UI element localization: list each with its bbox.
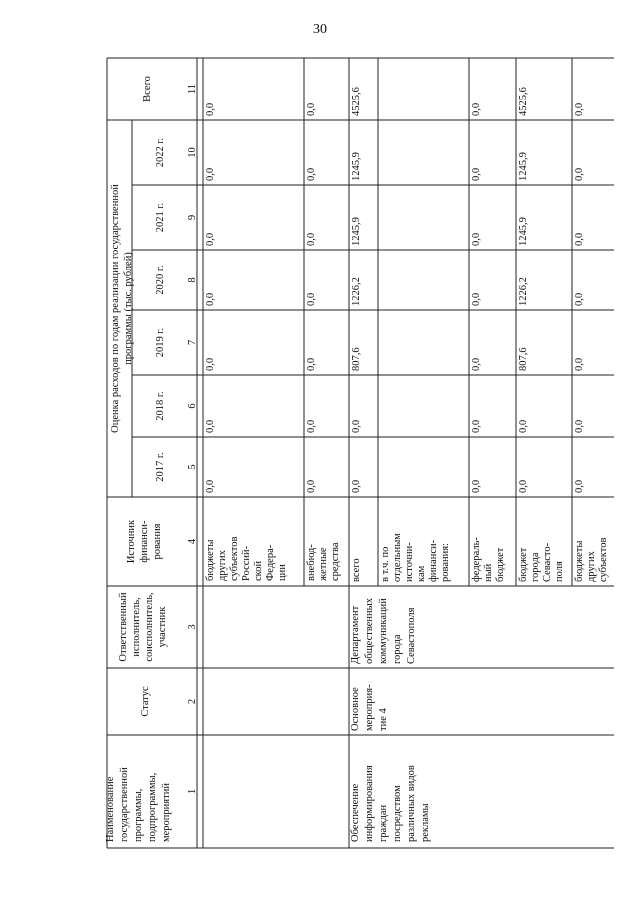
column-number: [187, 403, 198, 408]
value-cell-line: 0,0: [471, 167, 482, 181]
header-year: [155, 203, 166, 232]
source-cell-line: субъектов: [229, 536, 240, 581]
measure-executor-line: Севастополя: [406, 607, 417, 664]
value-cell-line: 0,0: [205, 292, 216, 306]
source-cell-line: поля: [554, 561, 565, 582]
header-year-line: 2019 г.: [155, 327, 166, 358]
measure-status: [350, 684, 389, 731]
value-cell: [471, 480, 482, 493]
value-cell-line: 0,0: [471, 357, 482, 371]
value-cell-line: 0,0: [306, 102, 317, 116]
source-cell-line: других: [217, 550, 228, 581]
header-name: [105, 767, 172, 842]
value-cell: [306, 420, 317, 433]
value-cell-line: 0,0: [351, 479, 362, 493]
value-cell: [574, 103, 585, 116]
value-cell-line: 0,0: [574, 232, 585, 246]
value-cell-line: 0,0: [574, 102, 585, 116]
value-cell-line: 0,0: [306, 479, 317, 493]
measure-name-line: граждан: [378, 804, 389, 842]
header-source: [126, 519, 163, 563]
header-year-line: 2018 г.: [155, 391, 166, 421]
value-cell-line: 0,0: [306, 292, 317, 306]
value-cell: [306, 168, 317, 181]
value-cell-line: 0,0: [518, 419, 529, 433]
value-cell-line: 1245,9: [518, 217, 529, 246]
header-total-line: Всего: [142, 76, 153, 102]
header-year-line: 2020 г.: [155, 265, 166, 295]
header-year-line: 2017 г.: [155, 452, 166, 482]
value-cell-line: 0,0: [306, 167, 317, 181]
source-cell-line: источни-: [404, 542, 415, 582]
value-cell: [574, 420, 585, 433]
value-cell: [306, 103, 317, 116]
measure-name-line: информирования: [364, 765, 375, 842]
source-cell-line: отдельным: [392, 533, 403, 582]
column-number: [187, 624, 198, 629]
value-cell-line: 0,0: [306, 357, 317, 371]
value-cell: [205, 420, 216, 433]
source-cell-line: бюджет: [495, 547, 506, 582]
source-cell-line: всего: [351, 558, 362, 582]
header-year: [155, 452, 166, 481]
source-cell-line: бюджет: [518, 547, 529, 582]
header-executor-line: Ответственный: [118, 592, 129, 662]
value-cell-line: 0,0: [518, 479, 529, 493]
value-cell-line: 0,0: [205, 479, 216, 493]
source-cell-line: жетные: [318, 547, 329, 581]
header-source-line: финанси-: [139, 520, 150, 563]
value-cell: [351, 217, 362, 246]
value-cell: [205, 358, 216, 371]
value-cell: [306, 480, 317, 493]
value-cell-line: 0,0: [471, 479, 482, 493]
value-cell: [574, 293, 585, 306]
value-cell: [205, 293, 216, 306]
header-estimate-line: программы (тыс. рублей): [123, 252, 134, 365]
value-cell: [471, 168, 482, 181]
value-cell: [205, 233, 216, 246]
column-number: [187, 215, 198, 220]
header-executor-line: участник: [157, 606, 168, 648]
header-year: [155, 265, 166, 294]
value-cell-line: 1245,9: [351, 217, 362, 246]
measure-name-line: различных видов: [406, 765, 417, 842]
source-cell-line: других: [586, 551, 597, 582]
measure-status-line: тие 4: [378, 708, 389, 731]
column-number: [187, 147, 198, 158]
value-cell: [205, 103, 216, 116]
header-source-line: Источник: [126, 519, 137, 564]
value-cell-line: 0,0: [205, 232, 216, 246]
value-cell: [518, 277, 529, 306]
table-body: [105, 58, 614, 848]
measure-name-line: посредством: [392, 785, 403, 842]
value-cell-line: 0,0: [205, 102, 216, 116]
value-cell: [574, 233, 585, 246]
column-number: [187, 789, 198, 794]
source-cell-line: финанси-: [428, 539, 439, 582]
source-cell-line: кам: [416, 565, 427, 582]
value-cell: [574, 168, 585, 181]
value-cell: [518, 420, 529, 433]
value-cell-line: 1245,9: [518, 152, 529, 181]
source-cell-line: бюджеты: [205, 539, 216, 581]
column-number: [187, 340, 198, 345]
value-cell: [351, 420, 362, 433]
value-cell-line: 807,6: [351, 347, 362, 371]
column-number-line: 10: [187, 147, 198, 158]
column-number-line: 3: [187, 624, 198, 630]
column-number-line: 2: [187, 698, 198, 705]
value-cell: [306, 233, 317, 246]
source-cell-line: в т.ч. по: [380, 546, 391, 582]
header-executor: [118, 592, 168, 662]
value-cell: [205, 168, 216, 181]
source-cell-line: бюджеты: [574, 540, 585, 582]
value-cell: [306, 293, 317, 306]
value-cell-line: 0,0: [574, 292, 585, 306]
value-cell-line: 4525,6: [518, 87, 529, 116]
value-cell: [518, 217, 529, 246]
value-cell-line: 0,0: [471, 419, 482, 433]
value-cell-line: 0,0: [205, 419, 216, 433]
header-status-line: Статус: [140, 686, 151, 717]
value-cell: [471, 103, 482, 116]
header-status: [140, 686, 151, 717]
source-cell: [471, 537, 506, 582]
measure-status-line: Основное: [350, 687, 361, 731]
value-cell-line: 0,0: [471, 292, 482, 306]
measure-executor: [350, 597, 417, 664]
source-cell: [380, 533, 451, 582]
value-cell-line: 4525,6: [351, 87, 362, 116]
value-cell-line: 0,0: [574, 479, 585, 493]
value-cell: [351, 347, 362, 371]
source-cell: [205, 537, 288, 581]
column-number-line: 11: [187, 83, 198, 95]
column-number: [187, 538, 198, 544]
header-name-line: Наименование: [105, 776, 116, 842]
source-cell: [574, 538, 609, 582]
value-cell-line: 0,0: [574, 167, 585, 181]
column-number-line: 1: [187, 788, 198, 795]
measure-executor-line: города: [392, 634, 403, 664]
measure-executor-line: коммуникаций: [378, 598, 389, 664]
table-text-layer: [105, 76, 609, 842]
header-source-line: рования: [152, 523, 163, 560]
value-cell-line: 0,0: [471, 232, 482, 246]
column-number: [187, 464, 198, 469]
value-cell-line: 0,0: [205, 357, 216, 371]
header-year: [155, 328, 166, 357]
source-cell-line: ской: [253, 560, 264, 581]
header-year-line: 2021 г.: [155, 202, 166, 233]
header-estimate: [110, 184, 134, 433]
source-cell-line: Федера-: [265, 544, 276, 581]
source-cell-line: Севасто-: [542, 542, 553, 582]
value-cell: [518, 87, 529, 116]
value-cell: [518, 347, 529, 371]
value-cell: [351, 87, 362, 116]
header-year: [155, 391, 166, 420]
header-year: [155, 138, 166, 167]
source-cell-line: рования:: [440, 543, 451, 582]
column-number-line: 7: [187, 339, 198, 346]
value-cell-line: 0,0: [205, 167, 216, 181]
measure-name-line: рекламы: [420, 803, 431, 842]
measure-name-line: Обеспечение: [350, 783, 361, 842]
value-cell-line: 0,0: [306, 232, 317, 246]
value-cell-line: 1226,2: [351, 277, 362, 306]
measure-executor-line: Департамент: [350, 605, 361, 664]
source-cell-line: внебюд-: [306, 544, 317, 581]
header-name-line: подпрограммы,: [147, 772, 158, 842]
source-cell-line: средства: [330, 542, 341, 581]
header-executor-line: исполнитель,: [131, 597, 142, 657]
value-cell: [471, 233, 482, 246]
value-cell: [574, 358, 585, 371]
column-number-line: 6: [187, 403, 198, 409]
value-cell: [471, 358, 482, 371]
header-estimate-line: Оценка расходов по годам реализации государственной: [110, 184, 121, 433]
source-cell-line: федераль-: [471, 537, 482, 582]
value-cell: [518, 480, 529, 493]
column-number-line: 4: [187, 538, 198, 545]
value-cell: [471, 293, 482, 306]
column-number-line: 8: [187, 277, 198, 283]
value-cell-line: 0,0: [351, 419, 362, 433]
value-cell: [574, 480, 585, 493]
source-cell-line: ный: [483, 563, 494, 582]
column-number-line: 5: [187, 464, 198, 470]
source-cell: [518, 542, 565, 582]
value-cell-line: 0,0: [574, 357, 585, 371]
value-cell-line: 0,0: [471, 102, 482, 116]
value-cell-line: 807,6: [518, 347, 529, 371]
column-number-line: 9: [187, 214, 198, 221]
source-cell: [306, 542, 341, 582]
header-total: [142, 76, 153, 102]
column-number: [187, 84, 198, 94]
value-cell: [306, 358, 317, 371]
measure-status-line: мероприя-: [364, 684, 375, 731]
header-executor-line: соисполнитель,: [144, 592, 155, 662]
measure-executor-line: общественных: [364, 598, 375, 664]
value-cell-line: 1226,2: [518, 277, 529, 306]
header-year-line: 2022 г.: [155, 137, 166, 168]
value-cell-line: 0,0: [574, 419, 585, 433]
measure-name: [350, 765, 431, 842]
value-cell: [471, 420, 482, 433]
header-name-line: программы,: [133, 788, 144, 842]
value-cell: [518, 152, 529, 181]
source-cell-line: города: [530, 552, 541, 582]
source-cell-line: ции: [277, 564, 288, 581]
value-cell-line: 0,0: [306, 419, 317, 433]
page-number: 30: [313, 22, 327, 37]
value-cell: [205, 480, 216, 493]
column-number: [187, 699, 198, 704]
header-name-line: мероприятий: [161, 783, 172, 842]
value-cell: [351, 277, 362, 306]
source-cell-line: субъектов: [598, 537, 609, 582]
column-number: [187, 277, 198, 282]
value-cell-line: 1245,9: [351, 152, 362, 181]
header-name-line: государственной: [119, 767, 130, 842]
source-cell-line: Россий-: [241, 545, 252, 581]
source-cell: [351, 558, 362, 582]
value-cell: [351, 480, 362, 493]
value-cell: [351, 152, 362, 181]
